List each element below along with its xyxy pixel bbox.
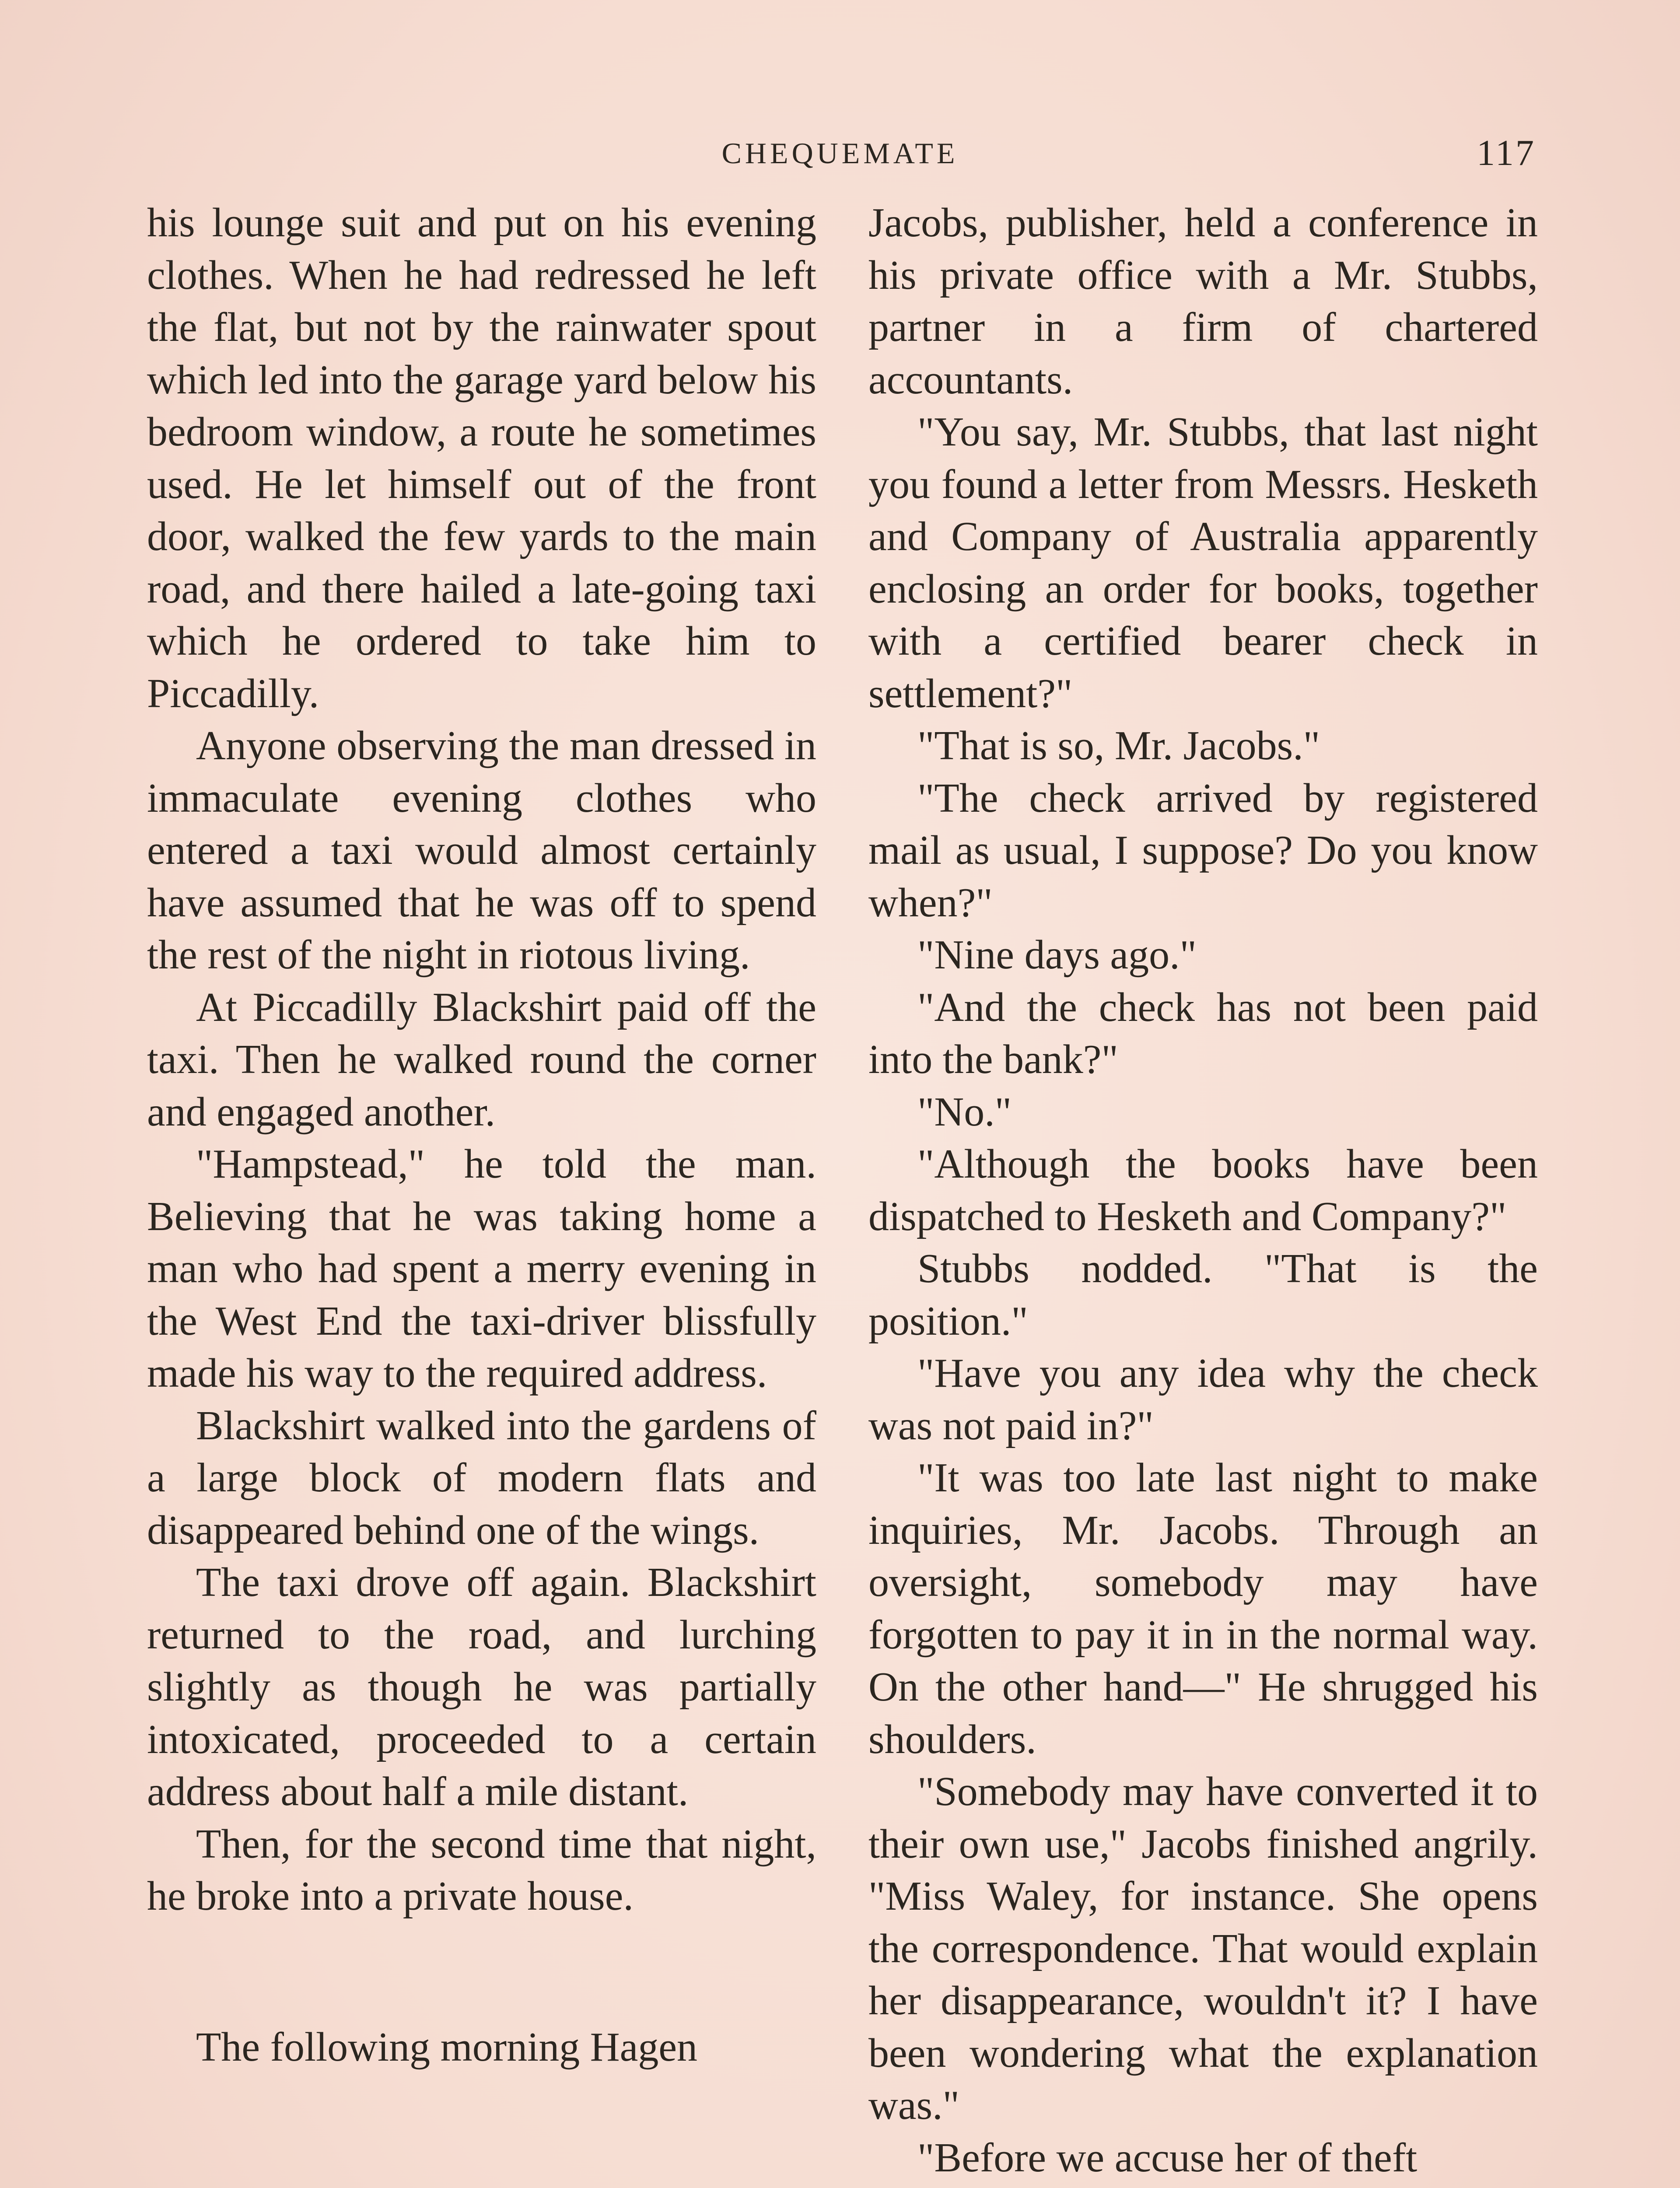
paragraph: Then, for the second time that night, he broke into a private house. (147, 1821, 816, 1919)
paragraph: Stubbs nodded. "That is the position." (868, 1246, 1538, 1344)
paragraph: "No." (917, 1089, 1012, 1135)
paragraph: "That is so, Mr. Jacobs." (917, 723, 1320, 768)
section-start-paragraph: The following morning Hagen (196, 2024, 698, 2070)
paragraph: his lounge suit and put on his evening clothes. When he had redressed he left the flat, but not by the rainwater spout which led into the garage yard below his bedroom window, a route he sometimes used. He let himself out of the front door, walked the few yards to the main road, and there hailed a late-going taxi which he ordered to take him to Piccadilly. (147, 200, 816, 716)
paragraph: At Piccadilly Blackshirt paid off the taxi. Then he walked round the corner and engaged another. (147, 984, 816, 1135)
paragraph: Anyone observing the man dressed in immaculate evening clothes who entered a taxi would almost certainly have assumed that he was off to spend the rest of the night in riotous living. (147, 723, 816, 978)
paragraph: "Before we accuse her of theft (917, 2135, 1418, 2181)
paragraph: "Although the books have been dispatched to Hesketh and Company?" (868, 1141, 1538, 1239)
paragraph: "Have you any idea why the check was not paid in?" (868, 1350, 1538, 1448)
left-column (147, 197, 816, 2073)
paragraph: "The check arrived by registered mail as usual, I suppose? Do you know when?" (868, 775, 1538, 926)
running-title: CHEQUEMATE (721, 137, 959, 170)
paragraph: "Hampstead," he told the man. Believing that he was taking home a man who had spent a merry evening in the West End the taxi-driver blissfully made his way to the required address. (147, 1141, 816, 1396)
paragraph: "Somebody may have converted it to their own use," Jacobs finished angrily. "Miss Waley, for instance. She opens the correspondence. That would explain her disappearance, wouldn't it? I have been wondering what the explanation was." (868, 1769, 1538, 2128)
paragraph: Jacobs, publisher, held a conference in his private office with a Mr. Stubbs, partner in a firm of chartered accountants. (868, 200, 1538, 403)
running-header (144, 131, 1536, 175)
paragraph: "And the check has not been paid into the bank?" (868, 984, 1538, 1082)
paragraph: "It was too late last night to make inquiries, Mr. Jacobs. Through an oversight, somebody may have forgotten to pay it in in the normal way. On the other hand—" He shrugged his shoulders. (868, 1455, 1538, 1762)
paragraph: The taxi drove off again. Blackshirt returned to the road, and lurching slightly as though he was partially intoxicated, proceeded to a certain address about half a mile distant. (147, 1560, 816, 1814)
paragraph: "Nine days ago." (917, 932, 1197, 978)
paragraph: Blackshirt walked into the gardens of a large block of modern flats and disappeared behind one of the wings. (147, 1403, 816, 1553)
page-number: 117 (1477, 133, 1536, 173)
right-column (868, 197, 1538, 2184)
paragraph: "You say, Mr. Stubbs, that last night you found a letter from Messrs. Hesketh and Company of Australia apparently enclosing an order for books, together with a certified bearer check in settlement?" (868, 409, 1538, 716)
